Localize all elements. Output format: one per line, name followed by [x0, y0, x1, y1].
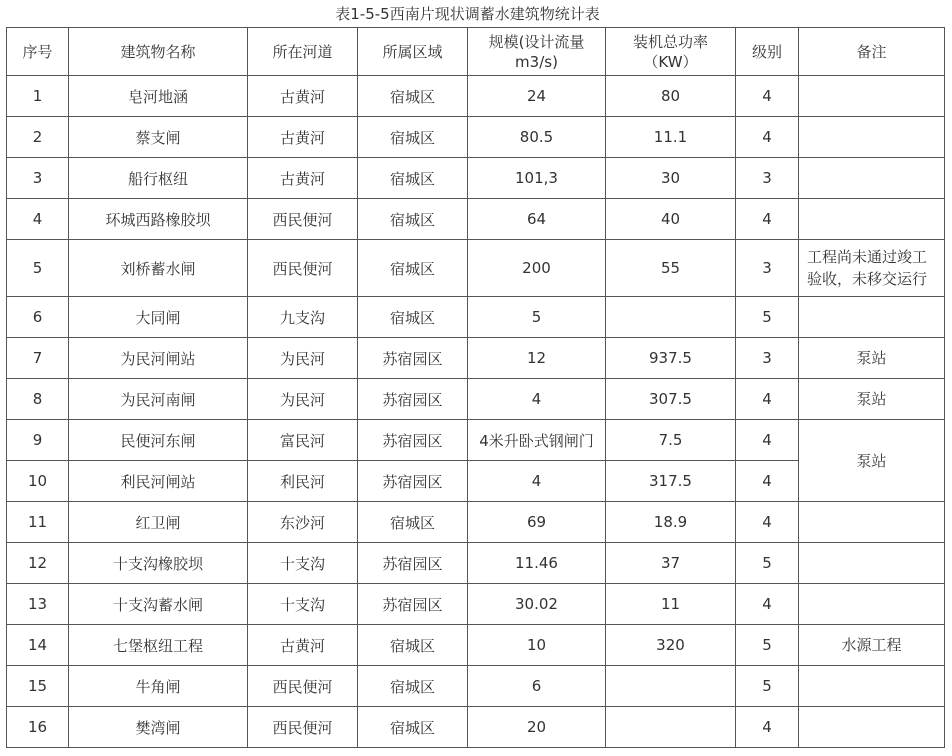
cell-district: 苏宿园区	[358, 338, 468, 379]
header-river: 所在河道	[248, 28, 358, 76]
table-row	[7, 502, 945, 543]
cell-name: 为民河南闸	[69, 379, 248, 420]
cell-level: 4	[736, 707, 799, 748]
cell-name: 红卫闸	[69, 502, 248, 543]
table-row	[7, 420, 945, 461]
page-bottom-edge	[0, 748, 952, 756]
table-row	[7, 158, 945, 199]
cell-scale: 6	[468, 666, 606, 707]
cell-river: 西民便河	[248, 240, 358, 297]
cell-river: 十支沟	[248, 543, 358, 584]
cell-district: 宿城区	[358, 297, 468, 338]
header-name: 建筑物名称	[69, 28, 248, 76]
cell-river: 西民便河	[248, 666, 358, 707]
cell-no: 14	[7, 625, 69, 666]
header-note: 备注	[799, 28, 945, 76]
cell-note	[799, 543, 945, 584]
cell-no: 6	[7, 297, 69, 338]
cell-power: 30	[606, 158, 736, 199]
cell-power: 40	[606, 199, 736, 240]
table-row	[7, 76, 945, 117]
cell-district: 宿城区	[358, 240, 468, 297]
cell-note	[799, 117, 945, 158]
cell-name: 民便河东闸	[69, 420, 248, 461]
cell-note	[799, 76, 945, 117]
cell-note: 水源工程	[799, 625, 945, 666]
cell-scale: 30.02	[468, 584, 606, 625]
cell-no: 2	[7, 117, 69, 158]
cell-level: 5	[736, 625, 799, 666]
table-row	[7, 117, 945, 158]
cell-note: 泵站	[799, 338, 945, 379]
cell-name: 樊湾闸	[69, 707, 248, 748]
cell-name: 蔡支闸	[69, 117, 248, 158]
cell-river: 十支沟	[248, 584, 358, 625]
cell-scale: 11.46	[468, 543, 606, 584]
cell-power	[606, 297, 736, 338]
cell-no: 7	[7, 338, 69, 379]
table-row	[7, 338, 945, 379]
cell-river: 古黄河	[248, 625, 358, 666]
cell-river: 东沙河	[248, 502, 358, 543]
cell-name: 船行枢纽	[69, 158, 248, 199]
cell-level: 5	[736, 666, 799, 707]
cell-district: 宿城区	[358, 707, 468, 748]
cell-no: 3	[7, 158, 69, 199]
table-row	[7, 543, 945, 584]
cell-river: 西民便河	[248, 707, 358, 748]
cell-power	[606, 707, 736, 748]
cell-district: 苏宿园区	[358, 543, 468, 584]
table-row	[7, 379, 945, 420]
cell-district: 宿城区	[358, 199, 468, 240]
cell-power	[606, 666, 736, 707]
cell-scale: 64	[468, 199, 606, 240]
cell-scale: 80.5	[468, 117, 606, 158]
cell-no: 13	[7, 584, 69, 625]
cell-scale: 4	[468, 461, 606, 502]
cell-note: 泵站	[799, 420, 945, 502]
cell-level: 4	[736, 117, 799, 158]
table-body	[7, 76, 945, 748]
table-row	[7, 707, 945, 748]
cell-river: 为民河	[248, 379, 358, 420]
table-row	[7, 584, 945, 625]
cell-no: 12	[7, 543, 69, 584]
cell-name: 刘桥蓄水闸	[69, 240, 248, 297]
cell-note	[799, 584, 945, 625]
cell-note: 工程尚未通过竣工 验收，未移交运行	[799, 240, 945, 297]
cell-name: 为民河闸站	[69, 338, 248, 379]
cell-district: 苏宿园区	[358, 584, 468, 625]
cell-power: 55	[606, 240, 736, 297]
table-header-row	[7, 28, 945, 76]
cell-river: 利民河	[248, 461, 358, 502]
cell-scale: 4米升卧式钢闸门	[468, 420, 606, 461]
statistics-table	[6, 27, 945, 748]
cell-river: 西民便河	[248, 199, 358, 240]
cell-power: 18.9	[606, 502, 736, 543]
cell-river: 古黄河	[248, 158, 358, 199]
cell-name: 皂河地涵	[69, 76, 248, 117]
cell-district: 苏宿园区	[358, 379, 468, 420]
cell-no: 4	[7, 199, 69, 240]
cell-note	[799, 502, 945, 543]
cell-power: 11	[606, 584, 736, 625]
cell-district: 苏宿园区	[358, 420, 468, 461]
cell-scale: 69	[468, 502, 606, 543]
cell-river: 为民河	[248, 338, 358, 379]
cell-name: 七堡枢纽工程	[69, 625, 248, 666]
cell-name: 十支沟蓄水闸	[69, 584, 248, 625]
cell-level: 4	[736, 199, 799, 240]
cell-level: 4	[736, 379, 799, 420]
cell-level: 3	[736, 338, 799, 379]
cell-district: 宿城区	[358, 625, 468, 666]
cell-scale: 101,3	[468, 158, 606, 199]
cell-name: 十支沟橡胶坝	[69, 543, 248, 584]
cell-note	[799, 666, 945, 707]
cell-district: 苏宿园区	[358, 461, 468, 502]
cell-scale: 5	[468, 297, 606, 338]
cell-no: 10	[7, 461, 69, 502]
table-row	[7, 199, 945, 240]
cell-no: 11	[7, 502, 69, 543]
header-district: 所属区域	[358, 28, 468, 76]
cell-power: 937.5	[606, 338, 736, 379]
table-row	[7, 666, 945, 707]
cell-district: 宿城区	[358, 76, 468, 117]
cell-level: 4	[736, 461, 799, 502]
header-level: 级别	[736, 28, 799, 76]
cell-name: 利民河闸站	[69, 461, 248, 502]
cell-note	[799, 158, 945, 199]
cell-level: 3	[736, 240, 799, 297]
cell-note	[799, 297, 945, 338]
cell-river: 古黄河	[248, 117, 358, 158]
cell-river: 古黄河	[248, 76, 358, 117]
cell-power: 320	[606, 625, 736, 666]
cell-level: 5	[736, 297, 799, 338]
cell-no: 8	[7, 379, 69, 420]
cell-power: 317.5	[606, 461, 736, 502]
cell-name: 环城西路橡胶坝	[69, 199, 248, 240]
header-no: 序号	[7, 28, 69, 76]
cell-level: 5	[736, 543, 799, 584]
cell-level: 4	[736, 420, 799, 461]
cell-river: 九支沟	[248, 297, 358, 338]
cell-scale: 24	[468, 76, 606, 117]
cell-district: 宿城区	[358, 666, 468, 707]
cell-scale: 12	[468, 338, 606, 379]
cell-no: 5	[7, 240, 69, 297]
cell-level: 4	[736, 584, 799, 625]
cell-power: 307.5	[606, 379, 736, 420]
cell-district: 宿城区	[358, 158, 468, 199]
cell-district: 宿城区	[358, 502, 468, 543]
cell-no: 1	[7, 76, 69, 117]
cell-level: 4	[736, 76, 799, 117]
table-row	[7, 625, 945, 666]
cell-scale: 10	[468, 625, 606, 666]
cell-name: 大同闸	[69, 297, 248, 338]
cell-scale: 20	[468, 707, 606, 748]
table-row	[7, 297, 945, 338]
cell-no: 15	[7, 666, 69, 707]
cell-note	[799, 199, 945, 240]
header-scale: 规模(设计流量 m3/s)	[468, 28, 606, 76]
cell-level: 4	[736, 502, 799, 543]
cell-power: 11.1	[606, 117, 736, 158]
cell-power: 80	[606, 76, 736, 117]
cell-scale: 4	[468, 379, 606, 420]
cell-district: 宿城区	[358, 117, 468, 158]
cell-power: 7.5	[606, 420, 736, 461]
table-caption: 表1-5-5西南片现状调蓄水建筑物统计表	[335, 5, 600, 23]
cell-level: 3	[736, 158, 799, 199]
cell-power: 37	[606, 543, 736, 584]
cell-name: 牛角闸	[69, 666, 248, 707]
cell-no: 16	[7, 707, 69, 748]
table-row	[7, 240, 945, 297]
cell-note: 泵站	[799, 379, 945, 420]
cell-river: 富民河	[248, 420, 358, 461]
cell-no: 9	[7, 420, 69, 461]
cell-scale: 200	[468, 240, 606, 297]
cell-note	[799, 707, 945, 748]
header-power: 装机总功率 （KW）	[606, 28, 736, 76]
